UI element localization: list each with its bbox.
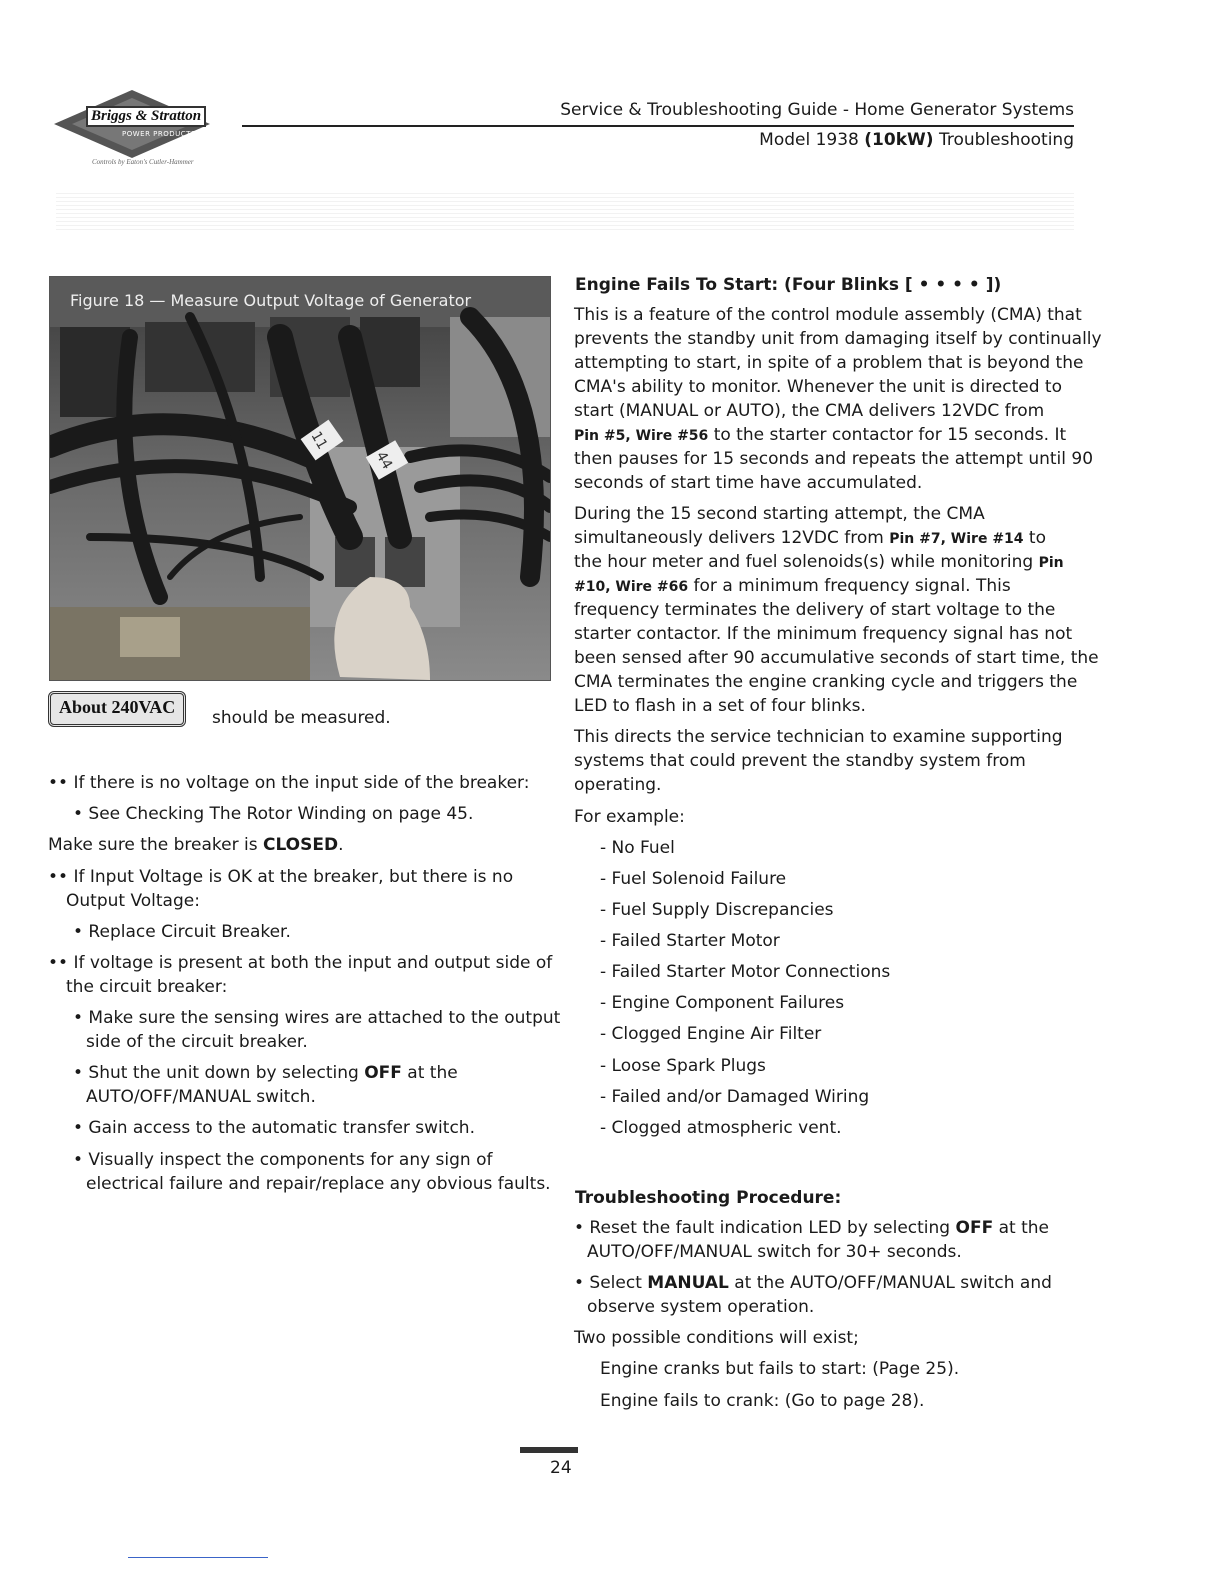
p1-line7: then pauses for 15 seconds and repeats the attempt until 90 — [574, 449, 1094, 469]
example-item: - Fuel Solenoid Failure — [600, 869, 787, 889]
p2-line7: been sensed after 90 accumulative seconds of start time, the — [574, 648, 1099, 668]
proc-step2-line1: • Select MANUAL at the AUTO/OFF/MANUAL switch and — [574, 1273, 1052, 1293]
p2-line3: the hour meter and fuel solenoids(s) while monitoring Pin — [574, 552, 1064, 572]
example-item: - Failed Starter Motor — [600, 931, 780, 951]
proc-step2-line2: observe system operation. — [587, 1297, 815, 1317]
page-number-bar — [520, 1447, 578, 1453]
proc-step1-line2: AUTO/OFF/MANUAL switch for 30+ seconds. — [587, 1242, 962, 1262]
voltage-badge: About 240VAC — [48, 691, 186, 727]
logo-tagline: Controls by Eaton's Cutler-Hammer — [92, 158, 194, 166]
example-item: - Clogged atmospheric vent. — [600, 1118, 842, 1138]
figure-photo — [49, 276, 551, 681]
p3-line2: systems that could prevent the standby system from — [574, 751, 1026, 771]
bullet-both-sides-line1: •• If voltage is present at both the input and output side of — [48, 953, 553, 973]
header-rule — [242, 125, 1074, 127]
p2-line8: CMA terminates the engine cranking cycle and triggers the — [574, 672, 1078, 692]
bullet-both-sides-line2: the circuit breaker: — [66, 977, 228, 997]
p1-line2: prevents the standby unit from damaging itself by continually — [574, 329, 1102, 349]
example-item: - No Fuel — [600, 838, 675, 858]
header-hatch-band — [56, 190, 1074, 230]
p2-line1: During the 15 second starting attempt, the CMA — [574, 504, 985, 524]
example-item: - Fuel Supply Discrepancies — [600, 900, 834, 920]
header-title: Service & Troubleshooting Guide - Home Generator Systems — [560, 100, 1074, 120]
sub-bullet-shutdown-line1: • Shut the unit down by selecting OFF at the — [73, 1063, 458, 1083]
brand-logo — [52, 88, 242, 178]
p1-line8: seconds of start time have accumulated. — [574, 473, 923, 493]
closed-note: Make sure the breaker is CLOSED. — [48, 835, 344, 855]
sub-bullet-sensing-line1: • Make sure the sensing wires are attached to the output — [73, 1008, 561, 1028]
wire-label-11: 11 — [307, 428, 331, 453]
bullet-input-ok-line2: Output Voltage: — [66, 891, 200, 911]
p1-line4: CMA's ability to monitor. Whenever the unit is directed to — [574, 377, 1062, 397]
p3-line3: operating. — [574, 775, 662, 795]
bullet-no-voltage: •• If there is no voltage on the input side of the breaker: — [48, 773, 530, 793]
p1-line5: start (MANUAL or AUTO), the CMA delivers 12VDC from — [574, 401, 1045, 421]
sub-bullet-sensing-line2: side of the circuit breaker. — [86, 1032, 308, 1052]
sub-bullet-shutdown-line2: AUTO/OFF/MANUAL switch. — [86, 1087, 316, 1107]
example-item: - Engine Component Failures — [600, 993, 845, 1013]
example-item: - Failed and/or Damaged Wiring — [600, 1087, 870, 1107]
conditions-label: Two possible conditions will exist; — [574, 1328, 859, 1348]
p2-line6: starter contactor. If the minimum frequency signal has not — [574, 624, 1073, 644]
p2-line5: frequency terminates the delivery of start voltage to the — [574, 600, 1056, 620]
badge-suffix: should be measured. — [212, 708, 391, 728]
sub-bullet-replace: • Replace Circuit Breaker. — [73, 922, 291, 942]
example-item: - Loose Spark Plugs — [600, 1056, 766, 1076]
example-label: For example: — [574, 807, 685, 827]
figure-caption: Figure 18 — Measure Output Voltage of Generator — [70, 291, 472, 310]
page-number: 24 — [550, 1458, 572, 1478]
p1-line6: Pin #5, Wire #56 to the starter contactor for 15 seconds. It — [574, 425, 1067, 445]
p2-line4: #10, Wire #66 for a minimum frequency signal. This — [574, 576, 1011, 596]
p3-line1: This directs the service technician to examine supporting — [574, 727, 1063, 747]
p2-line9: LED to flash in a set of four blinks. — [574, 696, 866, 716]
logo-text: Briggs & Stratton — [86, 106, 206, 127]
p2-line2: simultaneously delivers 12VDC from Pin #7, Wire #14 to — [574, 528, 1047, 548]
example-item: - Clogged Engine Air Filter — [600, 1024, 822, 1044]
wire-label-44: 44 — [372, 448, 396, 473]
example-item: - Failed Starter Motor Connections — [600, 962, 891, 982]
condition-no-crank: Engine fails to crank: (Go to page 28). — [600, 1391, 925, 1411]
sub-bullet-inspect-line2: electrical failure and repair/replace any obvious faults. — [86, 1174, 551, 1194]
sub-bullet-rotor: • See Checking The Rotor Winding on page 45. — [73, 804, 474, 824]
condition-cranks: Engine cranks but fails to start: (Page 25). — [600, 1359, 960, 1379]
section-title-four-blinks: Engine Fails To Start: (Four Blinks [ • • • • ]) — [575, 275, 1002, 295]
footer-line — [128, 1557, 268, 1558]
p1-line3: attempting to start, in spite of a problem that is beyond the — [574, 353, 1084, 373]
p1-line1: This is a feature of the control module assembly (CMA) that — [574, 305, 1082, 325]
sub-bullet-inspect-line1: • Visually inspect the components for any sign of — [73, 1150, 493, 1170]
generator-wiring-photo — [50, 277, 550, 680]
bullet-input-ok-line1: •• If Input Voltage is OK at the breaker, but there is no — [48, 867, 514, 887]
proc-step1-line1: • Reset the fault indication LED by selecting OFF at the — [574, 1218, 1049, 1238]
logo-subtitle: POWER PRODUCTS — [122, 130, 196, 138]
section-title-procedure: Troubleshooting Procedure: — [575, 1188, 842, 1208]
sub-bullet-access: • Gain access to the automatic transfer switch. — [73, 1118, 475, 1138]
header-subtitle: Model 1938 (10kW) Troubleshooting — [759, 130, 1074, 150]
